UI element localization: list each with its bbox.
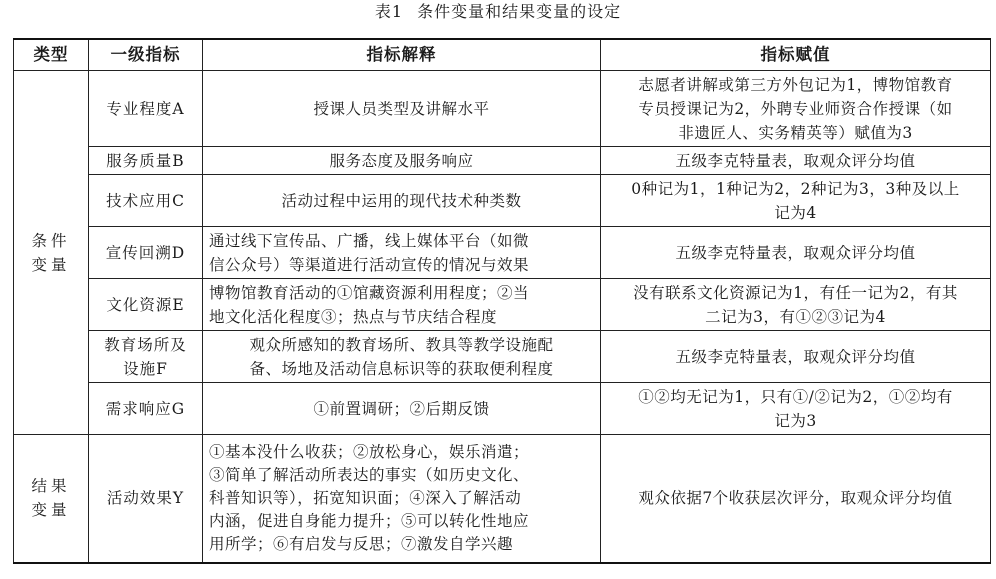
explain-cell <box>203 175 601 227</box>
indicator-text: 专业程度A <box>106 99 185 118</box>
header-value: 指标赋值 <box>601 39 991 71</box>
explain-cell <box>203 383 601 435</box>
value-cell <box>601 147 991 175</box>
group-outcome <box>14 435 89 563</box>
indicator-text: 技术应用C <box>106 191 185 210</box>
explain-cell <box>203 71 601 147</box>
indicator-text: 活动效果Y <box>106 489 185 508</box>
explain-text: 地文化活化程度③；热点与节庆结合程度 <box>209 307 498 326</box>
table-row <box>14 383 991 435</box>
explain-cell <box>203 227 601 279</box>
value-cell <box>601 175 991 227</box>
explain-text: ①前置调研；②后期反馈 <box>313 399 490 418</box>
indicator-text: 服务质量B <box>106 151 185 170</box>
indicator-text: 设施F <box>123 359 168 378</box>
indicator-cell <box>89 227 203 279</box>
header-indicator: 一级指标 <box>89 39 203 71</box>
explain-text: 博物馆教育活动的①馆藏资源利用程度；②当 <box>209 283 530 302</box>
value-text: 五级李克特量表，取观众评分均值 <box>675 347 916 366</box>
table-row <box>14 279 991 331</box>
indicator-text: 需求响应G <box>105 399 186 418</box>
table-number: 表1 <box>374 2 404 21</box>
value-text: 记为4 <box>774 203 817 222</box>
value-text: 志愿者讲解或第三方外包记为1，博物馆教育 <box>638 75 953 94</box>
value-cell <box>601 331 991 383</box>
table-title: 条件变量和结果变量的设定 <box>417 2 622 21</box>
value-text: 0种记为1，1种记为2，2种记为3，3种及以上 <box>631 179 960 198</box>
value-cell <box>601 383 991 435</box>
value-text: 记为3 <box>774 411 817 430</box>
explain-text: 备、场地及活动信息标识等的获取便利程度 <box>249 359 554 378</box>
group-condition <box>14 71 89 435</box>
value-text: 五级李克特量表，取观众评分均值 <box>675 243 916 262</box>
table-row <box>14 175 991 227</box>
explain-text: 信公众号）等渠道进行活动宣传的情况与效果 <box>209 255 530 274</box>
explain-text: 科普知识等），拓宽知识面；④深入了解活动 <box>209 488 522 507</box>
value-text: ①②均无记为1，只有①/②记为2，①②均有 <box>638 387 953 406</box>
indicator-cell <box>89 279 203 331</box>
value-text: 观众依据7个收获层次评分，取观众评分均值 <box>638 489 953 508</box>
indicator-text: 教育场所及 <box>104 335 187 354</box>
group-line: 变量 <box>31 501 71 520</box>
explain-cell <box>203 331 601 383</box>
value-cell <box>601 227 991 279</box>
explain-text: 授课人员类型及讲解水平 <box>313 99 490 118</box>
value-cell <box>601 71 991 147</box>
explain-text: 观众所感知的教育场所、教具等教学设施配 <box>249 335 554 354</box>
explain-text: 用所学；⑥有启发与反思；⑦激发自学兴趣 <box>209 534 514 553</box>
indicator-cell <box>89 383 203 435</box>
table-row <box>14 71 991 147</box>
value-text: 二记为3，有①②③记为4 <box>705 307 886 326</box>
value-text: 没有联系文化资源记为1，有任一记为2，有其 <box>633 283 958 302</box>
indicator-text: 文化资源E <box>106 295 185 314</box>
group-line: 结果 <box>31 477 71 496</box>
indicator-cell <box>89 175 203 227</box>
indicator-text: 宣传回溯D <box>105 243 186 262</box>
table-caption <box>0 2 996 22</box>
explain-text: 活动过程中运用的现代技术种类数 <box>281 191 522 210</box>
value-cell <box>601 435 991 563</box>
value-cell <box>601 279 991 331</box>
header-type: 类型 <box>14 39 89 71</box>
explain-text: 服务态度及服务响应 <box>329 151 474 170</box>
explain-text: 内涵，促进自身能力提升；⑤可以转化性地应 <box>209 511 530 530</box>
explain-cell <box>203 147 601 175</box>
table-row <box>14 435 991 563</box>
value-text: 非遗匠人、实务精英等）赋值为3 <box>678 123 913 142</box>
value-text: 五级李克特量表，取观众评分均值 <box>675 151 916 170</box>
variable-settings-table <box>13 38 991 564</box>
indicator-cell <box>89 71 203 147</box>
explain-cell <box>203 435 601 563</box>
header-explanation: 指标解释 <box>203 39 601 71</box>
table-row <box>14 147 991 175</box>
value-text: 专员授课记为2，外聘专业师资合作授课（如 <box>638 99 953 118</box>
explain-text: ①基本没什么收获；②放松身心，娱乐消遣； <box>209 442 530 461</box>
explain-cell <box>203 279 601 331</box>
header-row <box>14 39 991 71</box>
explain-text: 通过线下宣传品、广播，线上媒体平台（如微 <box>209 231 530 250</box>
table-row <box>14 227 991 279</box>
table-row <box>14 331 991 383</box>
group-line: 条件 <box>31 231 71 250</box>
indicator-cell <box>89 331 203 383</box>
indicator-cell <box>89 435 203 563</box>
indicator-cell <box>89 147 203 175</box>
group-line: 变量 <box>31 255 71 274</box>
explain-text: ③简单了解活动所表达的事实（如历史文化、 <box>209 465 530 484</box>
